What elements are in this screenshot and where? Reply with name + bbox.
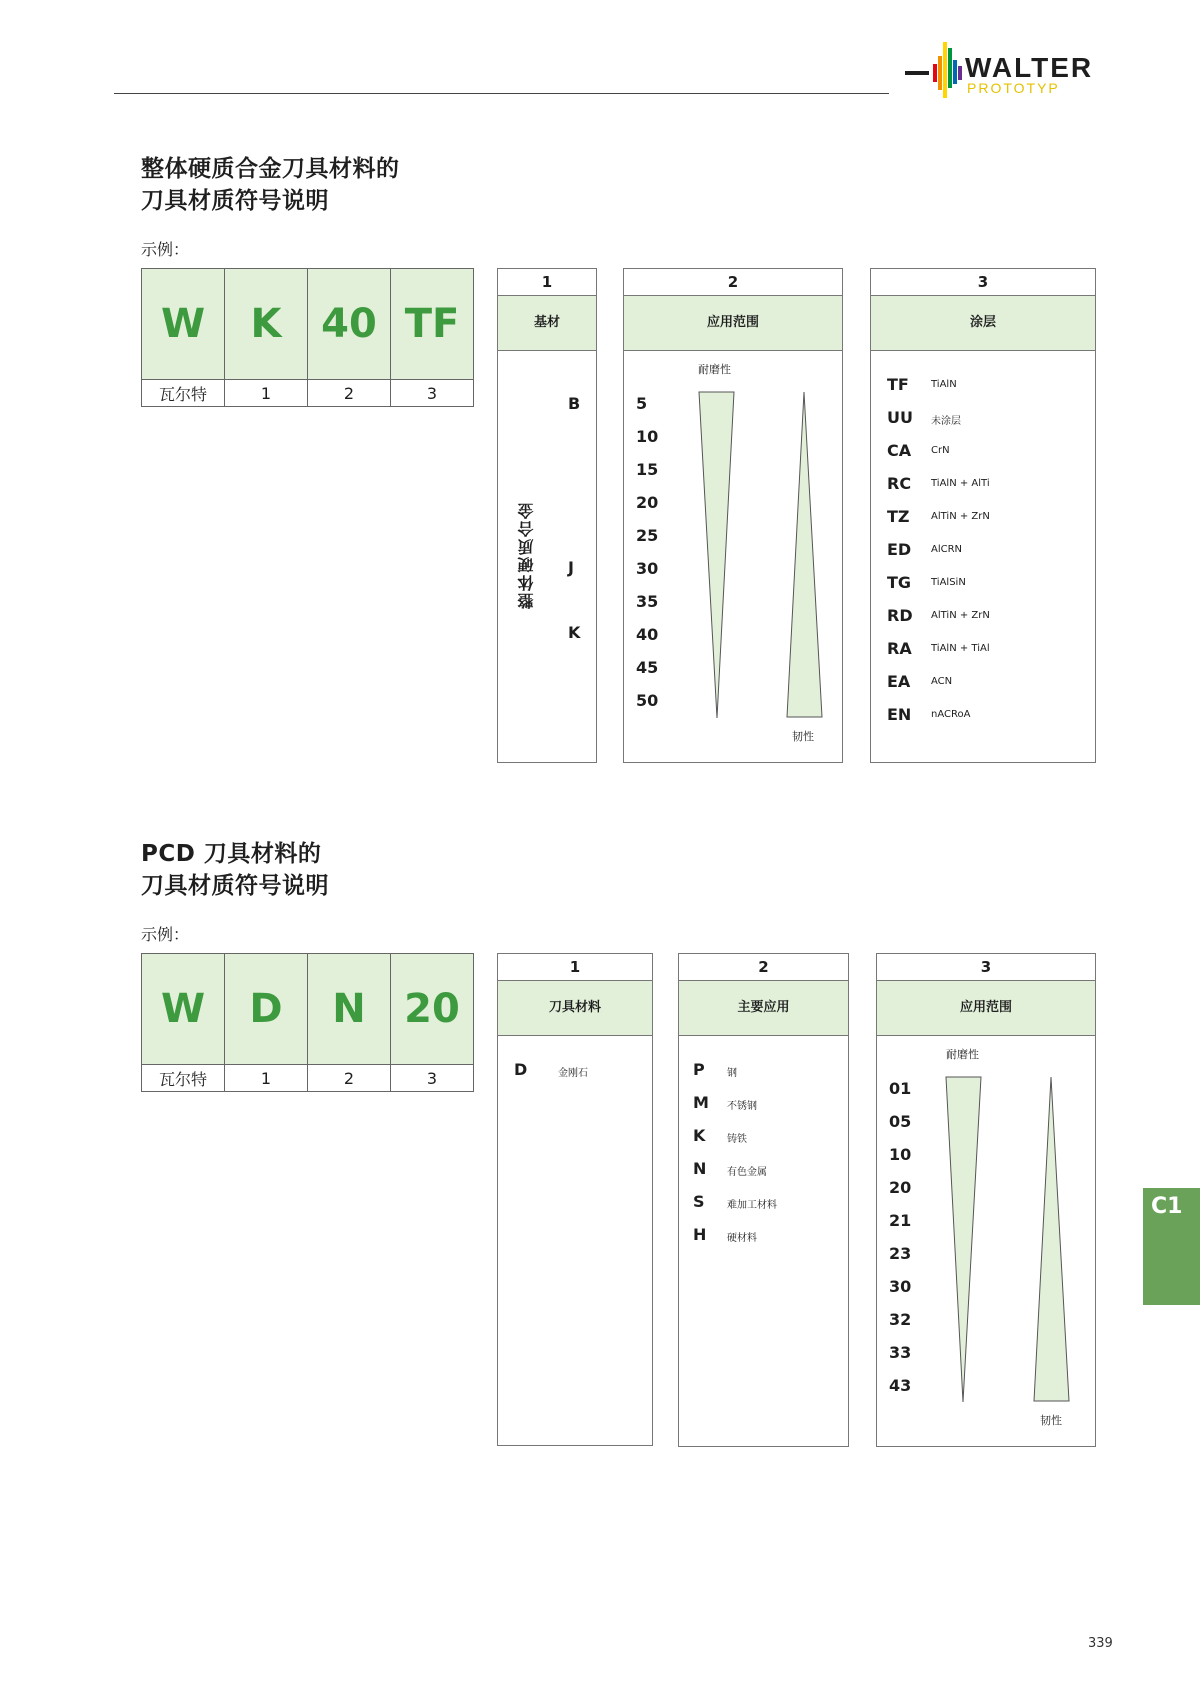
coating-description: nACRoA: [931, 709, 971, 720]
walter-logo: [905, 38, 1121, 98]
s2-panel-main-application: [678, 953, 849, 1447]
panel-header: 基材: [498, 296, 596, 351]
example-code-cell: N: [308, 954, 391, 1065]
wear-resistance-label: 耐磨性: [698, 363, 731, 376]
logo-sub-text: PROTOTYP: [967, 80, 1060, 96]
substrate-letter: K: [568, 623, 581, 642]
coating-description: 未涂层: [931, 416, 961, 427]
coating-description: TiAlSiN: [931, 577, 966, 588]
toughness-wedge: [787, 392, 822, 717]
grade-value: 32: [889, 1310, 912, 1329]
logo-bar-green: [948, 48, 952, 88]
coating-code: RD: [887, 606, 913, 625]
application-description: 不锈钢: [727, 1101, 757, 1112]
substrate-letter: J: [568, 558, 574, 577]
application-code: H: [693, 1225, 707, 1244]
coating-description: AlCRN: [931, 544, 963, 555]
panel-number: 3: [877, 954, 1095, 981]
logo-bar-purple: [958, 66, 962, 80]
application-description: 硬材料: [727, 1233, 757, 1244]
panel-number: 1: [498, 954, 652, 981]
panel-header: 应用范围: [624, 296, 842, 351]
panel-body: [498, 1036, 652, 1445]
substrate-letter: B: [568, 394, 581, 413]
coating-code: TF: [887, 375, 909, 394]
grade-value: 25: [636, 526, 659, 545]
panel-number: 2: [679, 954, 848, 981]
application-code: N: [693, 1159, 707, 1178]
toughness-label: 韧性: [1040, 1414, 1062, 1427]
coating-code: EN: [887, 705, 912, 724]
example-code-cell: W: [142, 954, 225, 1065]
grade-value: 21: [889, 1211, 912, 1230]
panel-header: 刀具材料: [498, 981, 652, 1036]
grade-value: 45: [636, 658, 659, 677]
coating-description: ACN: [931, 676, 953, 687]
panel-body: [624, 351, 842, 762]
logo-bar-dash: [905, 71, 929, 75]
wear-resistance-wedge: [946, 1077, 981, 1402]
application-code: S: [693, 1192, 705, 1211]
panel-number: 2: [624, 269, 842, 296]
chapter-tab: [1143, 1188, 1200, 1305]
application-description: 有色金属: [727, 1167, 767, 1178]
section1-title-line1: 整体硬质合金刀具材料的: [141, 156, 400, 182]
wear-resistance-label: 耐磨性: [946, 1048, 979, 1061]
panel-number: 3: [871, 269, 1095, 296]
example-code-cell: 40: [308, 269, 391, 380]
s1-panel-substrate: [497, 268, 597, 763]
logo-bar-orange: [938, 56, 942, 90]
application-description: 钢: [727, 1068, 737, 1079]
s1-panel-coating: [870, 268, 1096, 763]
coating-code: TG: [887, 573, 912, 592]
toughness-wedge: [1034, 1077, 1069, 1401]
section2-title-line2: 刀具材质符号说明: [141, 873, 329, 899]
coating-code: UU: [887, 408, 913, 427]
example-label-cell: 2: [308, 380, 391, 407]
grade-value: 43: [889, 1376, 912, 1395]
coating-description: AlTiN + ZrN: [931, 511, 990, 522]
example-label-cell: 1: [225, 1065, 308, 1092]
section2-title-line1: PCD 刀具材料的: [141, 841, 322, 867]
section2-example-table: [141, 953, 474, 1092]
grade-value: 10: [636, 427, 659, 446]
wear-resistance-wedge: [699, 392, 734, 718]
coating-code: CA: [887, 441, 912, 460]
coating-code: EA: [887, 672, 911, 691]
coating-code: ED: [887, 540, 912, 559]
wear-toughness-wedges: [877, 1036, 1095, 1446]
coating-description: TiAlN: [931, 379, 957, 390]
grade-value: 20: [889, 1178, 912, 1197]
coating-code: RA: [887, 639, 912, 658]
panel-body: [871, 351, 1095, 762]
logo-bar-blue: [953, 60, 957, 84]
section2-title: [141, 838, 329, 902]
grade-value: 5: [636, 394, 648, 413]
wear-toughness-wedges: [624, 351, 842, 762]
coating-description: AlTiN + ZrN: [931, 610, 990, 621]
chapter-tab-label: C1: [1151, 1194, 1183, 1219]
example-code-cell: D: [225, 954, 308, 1065]
grade-value: 35: [636, 592, 659, 611]
coating-description: TiAlN + AlTi: [931, 478, 990, 489]
section2-example-label: 示例：: [141, 925, 190, 944]
grade-value: 01: [889, 1079, 912, 1098]
panel-body: [877, 1036, 1095, 1446]
grade-value: 40: [636, 625, 659, 644]
header-rule: [114, 93, 889, 94]
material-description: 金刚石: [558, 1068, 588, 1079]
application-description: 铸铁: [727, 1134, 747, 1145]
grade-value: 15: [636, 460, 659, 479]
example-label-cell: 3: [391, 380, 474, 407]
application-description: 难加工材料: [727, 1200, 777, 1211]
section1-example-table: [141, 268, 474, 407]
logo-brand-text: WALTER: [965, 52, 1094, 83]
grade-value: 33: [889, 1343, 912, 1362]
toughness-label: 韧性: [792, 730, 814, 743]
panel-body: [679, 1036, 848, 1446]
panel-number: 1: [498, 269, 596, 296]
section1-title: [141, 153, 400, 217]
coating-description: CrN: [931, 445, 950, 456]
grade-value: 10: [889, 1145, 912, 1164]
application-code: M: [693, 1093, 709, 1112]
section1-example-label: 示例：: [141, 240, 190, 259]
example-code-cell: W: [142, 269, 225, 380]
application-code: K: [693, 1126, 706, 1145]
example-code-cell: K: [225, 269, 308, 380]
example-label-cell: 瓦尔特: [142, 380, 225, 407]
example-code-cell: TF: [391, 269, 474, 380]
example-label-cell: 3: [391, 1065, 474, 1092]
grade-value: 05: [889, 1112, 912, 1131]
example-label-cell: 2: [308, 1065, 391, 1092]
s2-panel-application-range: [876, 953, 1096, 1447]
logo-bar-red: [933, 64, 937, 82]
coating-description: TiAlN + TiAl: [931, 643, 990, 654]
example-label-cell: 1: [225, 380, 308, 407]
panel-body: [498, 351, 596, 762]
application-code: P: [693, 1060, 705, 1079]
section1-title-line2: 刀具材质符号说明: [141, 188, 329, 214]
example-label-cell: 瓦尔特: [142, 1065, 225, 1092]
panel-header: 主要应用: [679, 981, 848, 1036]
logo-bar-yellow: [943, 42, 947, 98]
substrate-vertical-label: 整体硬质合金: [517, 501, 536, 609]
grade-value: 30: [636, 559, 659, 578]
page-number: 339: [1088, 1636, 1113, 1651]
coating-code: RC: [887, 474, 912, 493]
grade-value: 20: [636, 493, 659, 512]
grade-value: 23: [889, 1244, 912, 1263]
panel-header: 应用范围: [877, 981, 1095, 1036]
s1-panel-application: [623, 268, 843, 763]
grade-value: 50: [636, 691, 659, 710]
coating-code: TZ: [887, 507, 910, 526]
s2-panel-tool-material: [497, 953, 653, 1446]
material-code: D: [514, 1060, 528, 1079]
panel-header: 涂层: [871, 296, 1095, 351]
grade-value: 30: [889, 1277, 912, 1296]
example-code-cell: 20: [391, 954, 474, 1065]
